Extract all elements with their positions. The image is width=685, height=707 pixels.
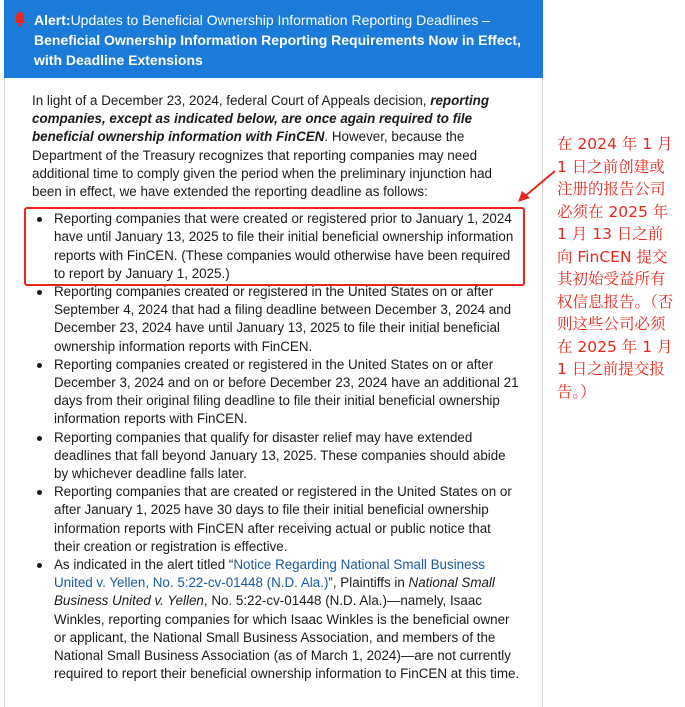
intro-emphasis: reporting companies, except as indicated below, are once again required to file beneficial ownership information with FinCEN — [32, 93, 490, 145]
case-name: National Small Business United v. Yellen — [54, 575, 495, 609]
highlight-box — [24, 207, 525, 286]
list-item — [54, 556, 520, 683]
alert-label: Alert: — [34, 12, 71, 28]
intro-paragraph — [32, 92, 520, 201]
list-item: Reporting companies that qualify for disaster relief may have extended deadlines that fall beyond January 13, 2025. These companies should abide by whichever deadline falls later. — [54, 429, 520, 484]
list-item: Reporting companies created or registered in the United States on or after December 3, 2024 and on or before December 23, 2024 have an additional 21 days from their original filing deadline to file their initial beneficial ownership information reports with FinCEN. — [54, 356, 520, 429]
intro-part2: . However, because the Department of the Treasury recognizes that reporting companies may need additional time to comply given the period when the preliminary injunction had been in effect, we have extended the reporting deadline as follows: — [32, 129, 493, 200]
list-item: Reporting companies that were created or registered prior to January 1, 2024 have until January 13, 2025 to file their initial beneficial ownership information reports with FinCEN. (These companies would otherwise have been required to report by January 1, 2025.) — [54, 210, 520, 283]
alert-body — [32, 92, 520, 684]
list-item: Reporting companies created or registered in the United States on or after September 4, 2024 that had a filing deadline between December 3, 2024 and December 23, 2024 have until January 13, 2025 to file their initial beneficial ownership information reports with FinCEN. — [54, 283, 520, 356]
annotation-arrow-icon — [510, 165, 560, 205]
chinese-annotation: 在 2024 年 1 月 1 日之前创建或注册的报告公司必须在 2025 年 1 月 13 日之前向 FinCEN 提交其初始受益所有权信息报告。（否则这些公司必须在 2025 年 1 月 1 日之前提交报告。） — [557, 135, 674, 401]
notice-link[interactable]: Notice Regarding National Small Business United v. Yellen, No. 5:22-cv-01448 (N.D. Ala.) — [54, 557, 485, 591]
list-item: Reporting companies that are created or registered in the United States on or after January 1, 2025 have 30 days to file their initial beneficial ownership information reports with FinCEN after receiving actual or public notice that their creation or registration is effective. — [54, 483, 520, 556]
last-bullet-mid1: ”, Plaintiffs in — [328, 575, 409, 591]
last-bullet-mid2: , No. 5:22-cv-01448 (N.D. Ala.)—namely, Isaac Winkles, reporting companies for which Isaac Winkles is the beneficial owner or applicant, the National Small Business Association, and members of the National Small Business Association (as of March 1, 2024)—are not currently required to report their beneficial ownership information to FinCEN at this time. — [54, 593, 520, 682]
alert-title-bold: Beneficial Ownership Information Reporting Requirements Now in Effect, with Deadline Extensions — [34, 32, 521, 68]
intro-part1: In light of a December 23, 2024, federal Court of Appeals decision, — [32, 93, 431, 108]
alert-bell-icon — [13, 11, 27, 27]
alert-title-normal: Updates to Beneficial Ownership Information Reporting Deadlines – — [70, 12, 491, 28]
alert-header — [4, 0, 543, 78]
panel-left-border — [4, 0, 5, 707]
last-bullet-prefix: As indicated in the alert titled “ — [54, 557, 234, 573]
